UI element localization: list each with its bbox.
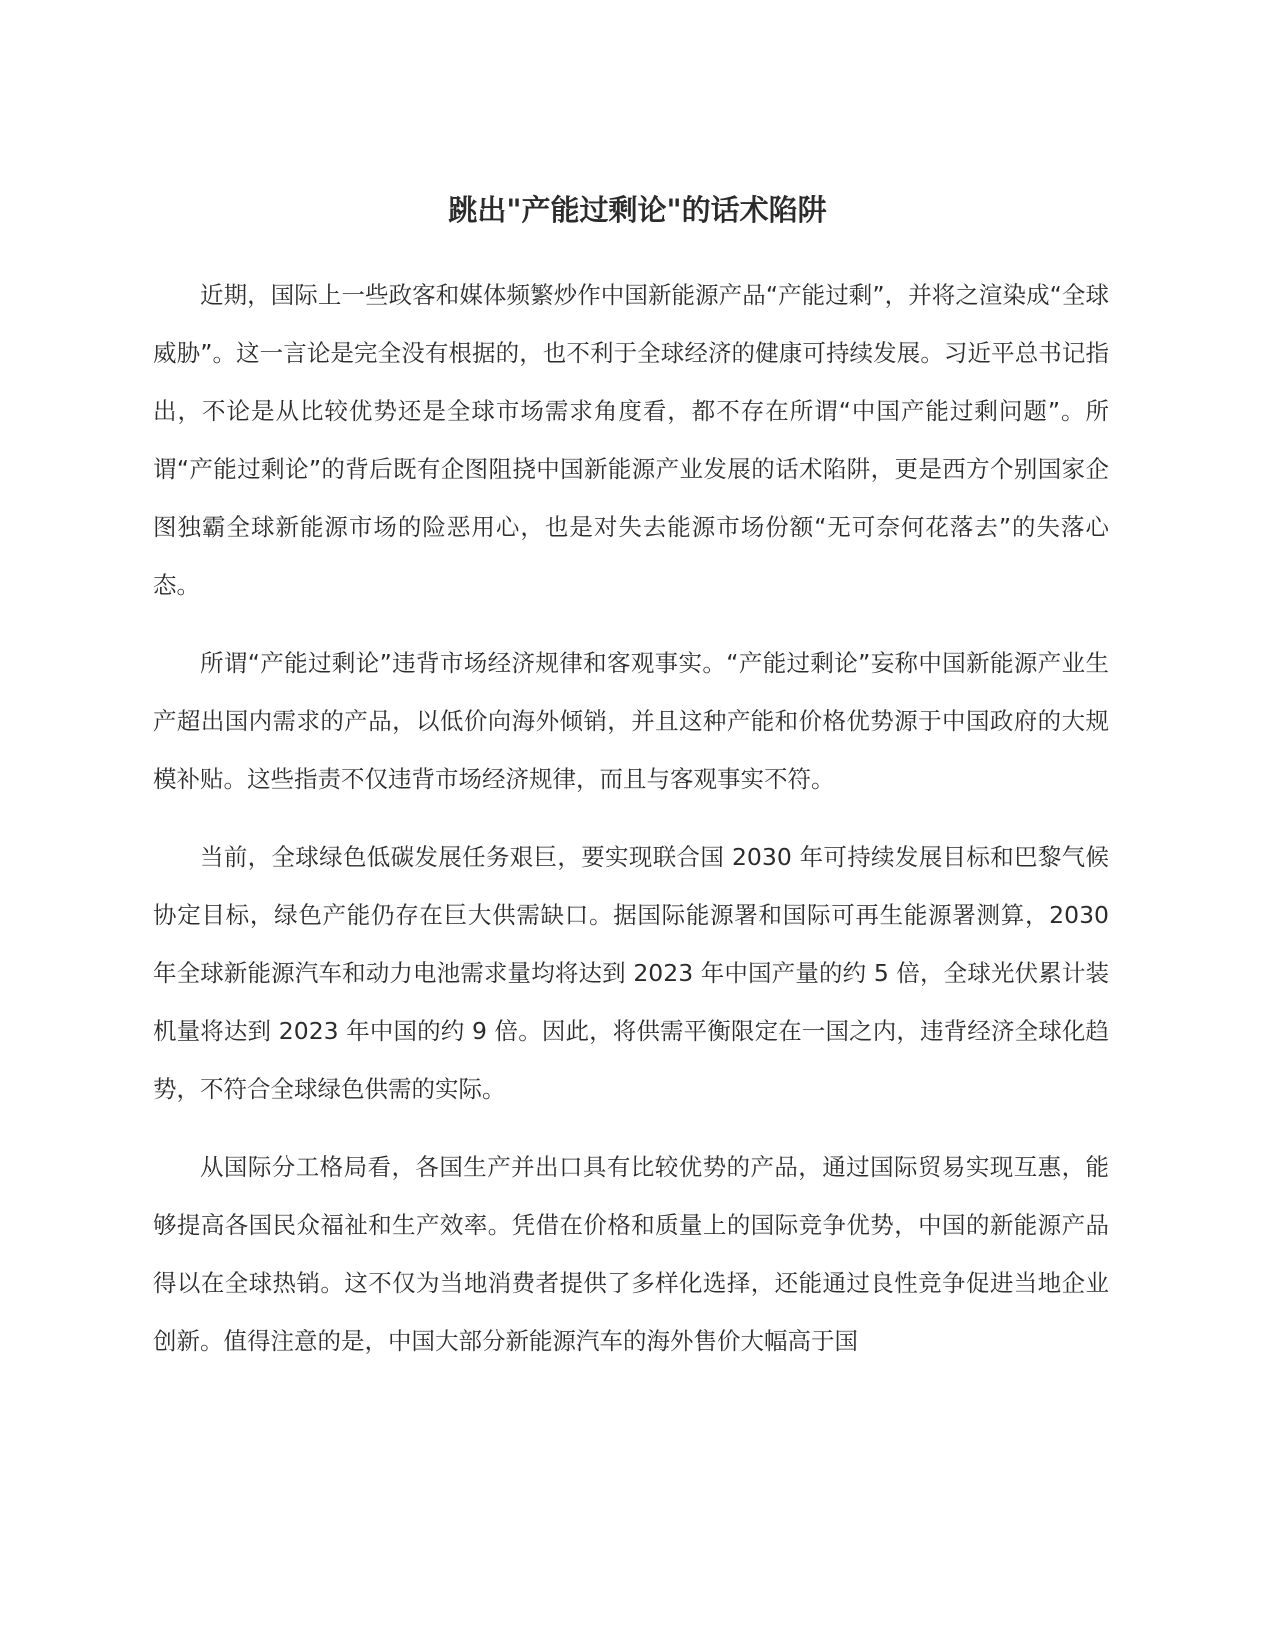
paragraph-1: 近期，国际上一些政客和媒体频繁炒作中国新能源产品“产能过剩”，并将之渲染成“全球威胁”。这一言论是完全没有根据的，也不利于全球经济的健康可持续发展。习近平总书记指出，不论是从比较优势还是全球市场需求角度看，都不存在所谓“中国产能过剩问题”。所谓“产能过剩论”的背后既有企图阻挠中国新能源产业发展的话术陷阱，更是西方个别国家企图独霸全球新能源市场的险恶用心，也是对失去能源市场份额“无可奈何花落去”的失落心态。 [153,281,1109,599]
document-body [153,266,1109,1390]
paragraph-2: 所谓“产能过剩论”违背市场经济规律和客观事实。“产能过剩论”妄称中国新能源产业生产超出国内需求的产品，以低价向海外倾销，并且这种产能和价格优势源于中国政府的大规模补贴。这些指责不仅违背市场经济规律，而且与客观事实不符。 [153,649,1109,793]
paragraph-4: 从国际分工格局看，各国生产并出口具有比较优势的产品，通过国际贸易实现互惠，能够提高各国民众福祉和生产效率。凭借在价格和质量上的国际竞争优势，中国的新能源产品得以在全球热销。这不仅为当地消费者提供了多样化选择，还能通过良性竞争促进当地企业创新。值得注意的是，中国大部分新能源汽车的海外售价大幅高于国 [153,1153,1109,1355]
paragraph-3: 当前，全球绿色低碳发展任务艰巨，要实现联合国 2030 年可持续发展目标和巴黎气候协定目标，绿色产能仍存在巨大供需缺口。据国际能源署和国际可再生能源署测算，2030 年全球新能源汽车和动力电池需求量均将达到 2023 年中国产量的约 5 倍，全球光伏累计装机量将达到 2023 年中国的约 9 倍。因此，将供需平衡限定在一国之内，违背经济全球化趋势，不符合全球绿色供需的实际。 [153,843,1109,1103]
document-title: 跳出"产能过剩论"的话术陷阱 [448,193,827,227]
